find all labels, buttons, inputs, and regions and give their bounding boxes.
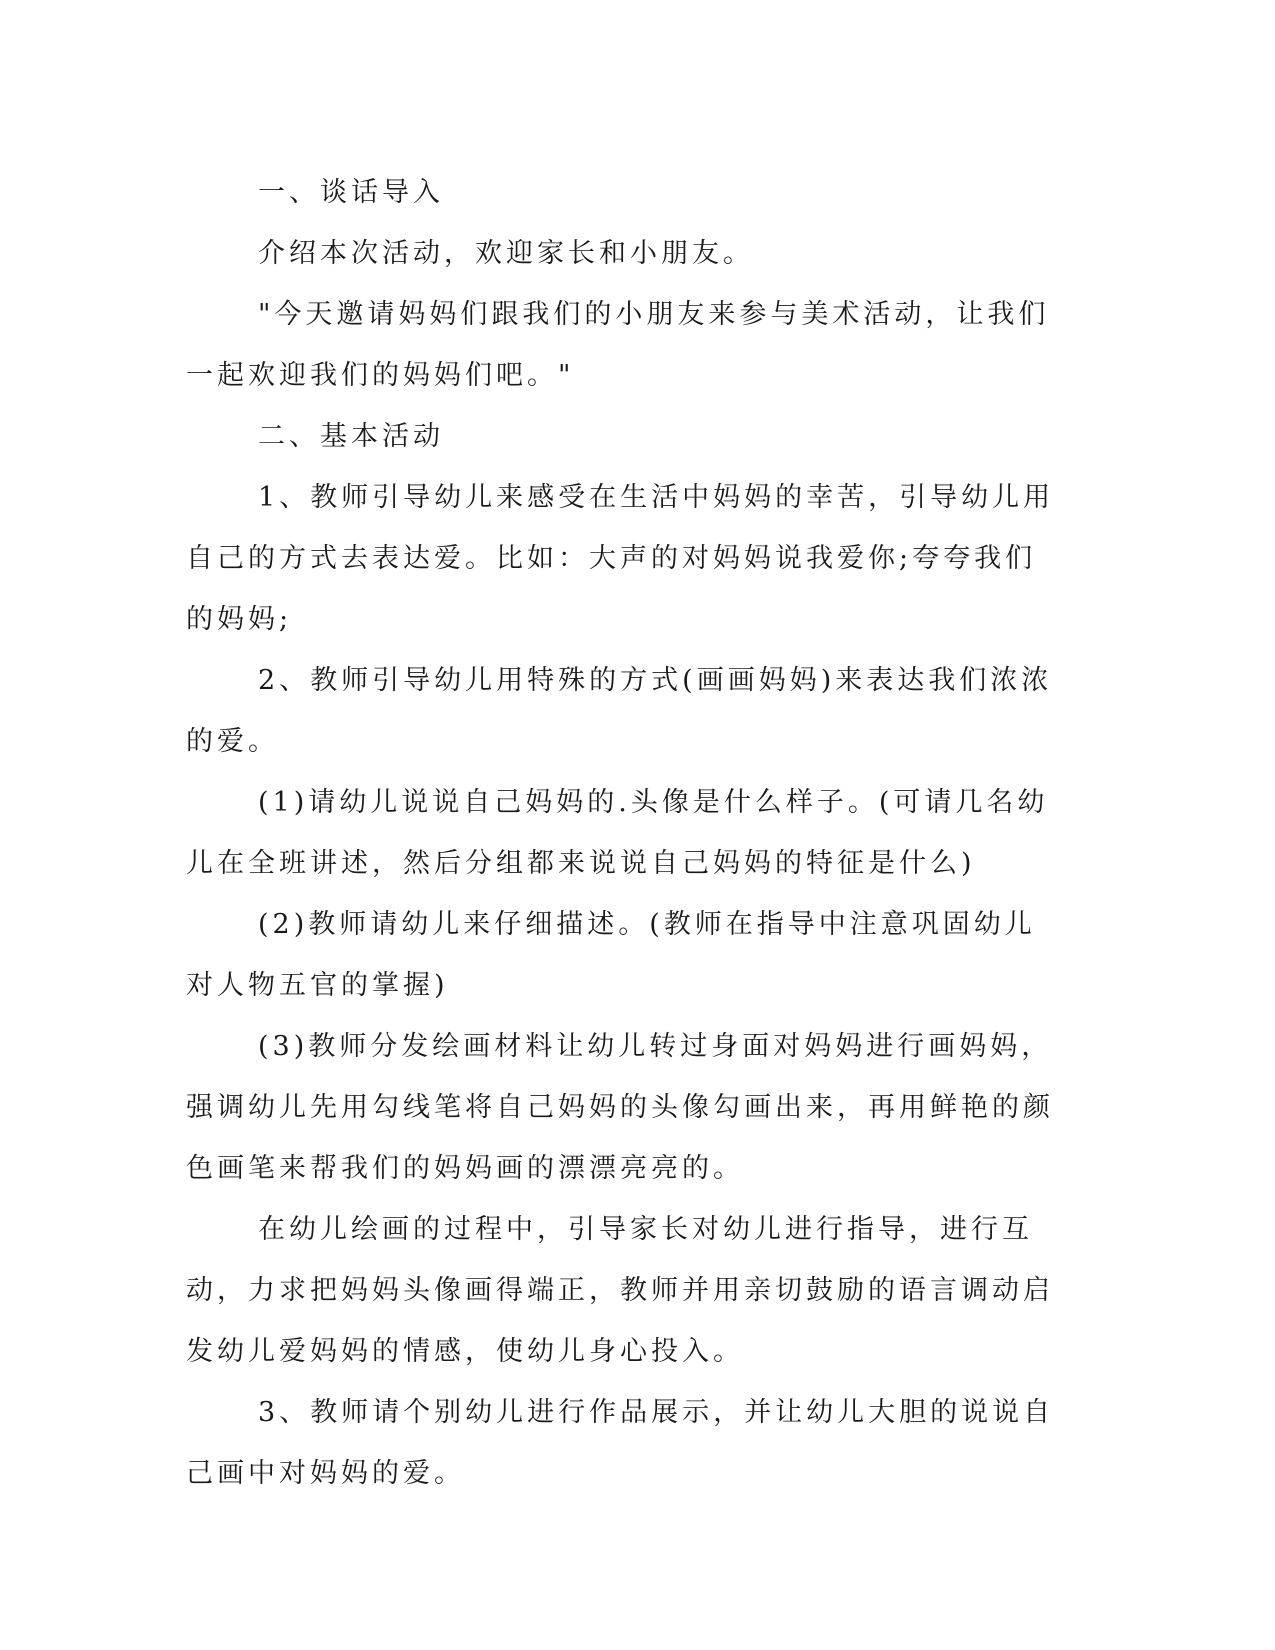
- paragraph: "今天邀请妈妈们跟我们的小朋友来参与美术活动，让我们一起欢迎我们的妈妈们吧。": [186, 299, 1050, 391]
- paragraph: (3)教师分发绘画材料让幼儿转过身面对妈妈进行画妈妈，强调幼儿先用勾线笔将自己妈妈的头像勾画出来，再用鲜艳的颜色画笔来帮我们的妈妈画的漂漂亮亮的。: [186, 1031, 1054, 1184]
- paragraph: 介绍本次活动，欢迎家长和小朋友。: [258, 238, 754, 269]
- paragraph: 在幼儿绘画的过程中，引导家长对幼儿进行指导，进行互动，力求把妈妈头像画得端正，教师并用亲切鼓励的语言调动启发幼儿爱妈妈的情感，使幼儿身心投入。: [186, 1214, 1054, 1367]
- paragraph: 1、教师引导幼儿来感受在生活中妈妈的幸苦，引导幼儿用自己的方式去表达爱。比如：大声的对妈妈说我爱你;夸夸我们的妈妈;: [186, 482, 1055, 635]
- paragraph: (1)请幼儿说说自己妈妈的.头像是什么样子。(可请几名幼儿在全班讲述，然后分组都来说说自己妈妈的特征是什么): [186, 787, 1049, 879]
- paragraph: 3、教师请个别幼儿进行作品展示，并让幼儿大胆的说说自己画中对妈妈的爱。: [186, 1397, 1055, 1489]
- section-heading-intro: 一、谈话导入: [258, 177, 444, 208]
- paragraph: 2、教师引导幼儿用特殊的方式(画画妈妈)来表达我们浓浓的爱。: [186, 665, 1053, 757]
- paragraph: (2)教师请幼儿来仔细描述。(教师在指导中注意巩固幼儿对人物五官的掌握): [186, 909, 1036, 1001]
- document-body: [186, 162, 1066, 1504]
- section-heading-activities: 二、基本活动: [258, 421, 444, 452]
